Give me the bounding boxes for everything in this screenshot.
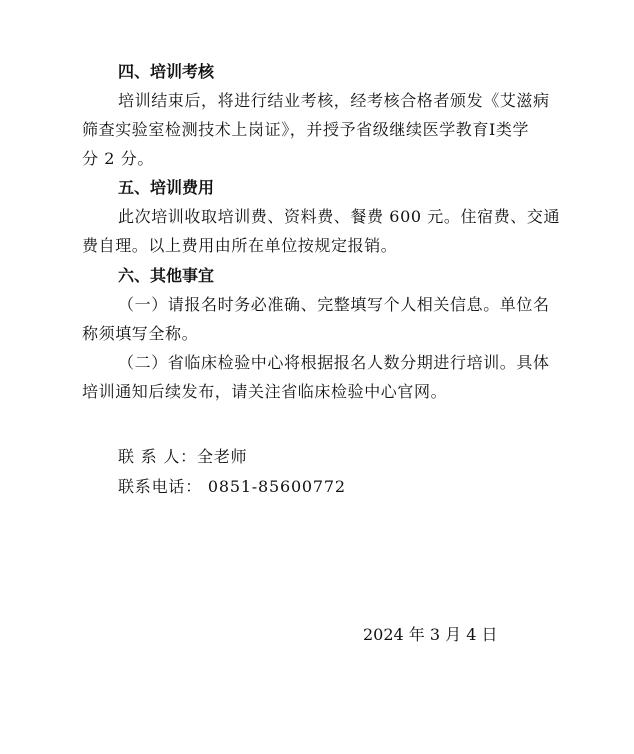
paragraph-line: 筛查实验室检测技术上岗证》，并授予省级继续医学教育Ⅰ类学 [82, 120, 530, 139]
section-heading-training-fees: 五、培训费用 [118, 178, 215, 197]
paragraph-line: （一）请报名时务必准确、完整填写个人相关信息。单位名 [118, 295, 550, 314]
paragraph-line: 培训通知后续发布，请关注省临床检验中心官网。 [82, 382, 448, 401]
paragraph-line: 此次培训收取培训费、资料费、餐费 600 元。住宿费、交通 [118, 207, 561, 226]
paragraph-line: 称须填写全称。 [82, 324, 199, 343]
paragraph-line: （二）省临床检验中心将根据报名人数分期进行培训。具体 [118, 353, 550, 372]
section-heading-other-matters: 六、其他事宜 [118, 266, 215, 285]
paragraph-line: 分 2 分。 [82, 149, 154, 168]
paragraph-line: 费自理。以上费用由所在单位按规定报销。 [82, 236, 398, 255]
contact-person: 联 系 人：全老师 [118, 447, 248, 466]
document-date: 2024 年 3 月 4 日 [363, 625, 498, 644]
contact-phone: 联系电话： 0851-85600772 [118, 477, 346, 496]
section-heading-training-assessment: 四、培训考核 [118, 62, 215, 81]
paragraph-line: 培训结束后，将进行结业考核，经考核合格者颁发《艾滋病 [118, 91, 550, 110]
